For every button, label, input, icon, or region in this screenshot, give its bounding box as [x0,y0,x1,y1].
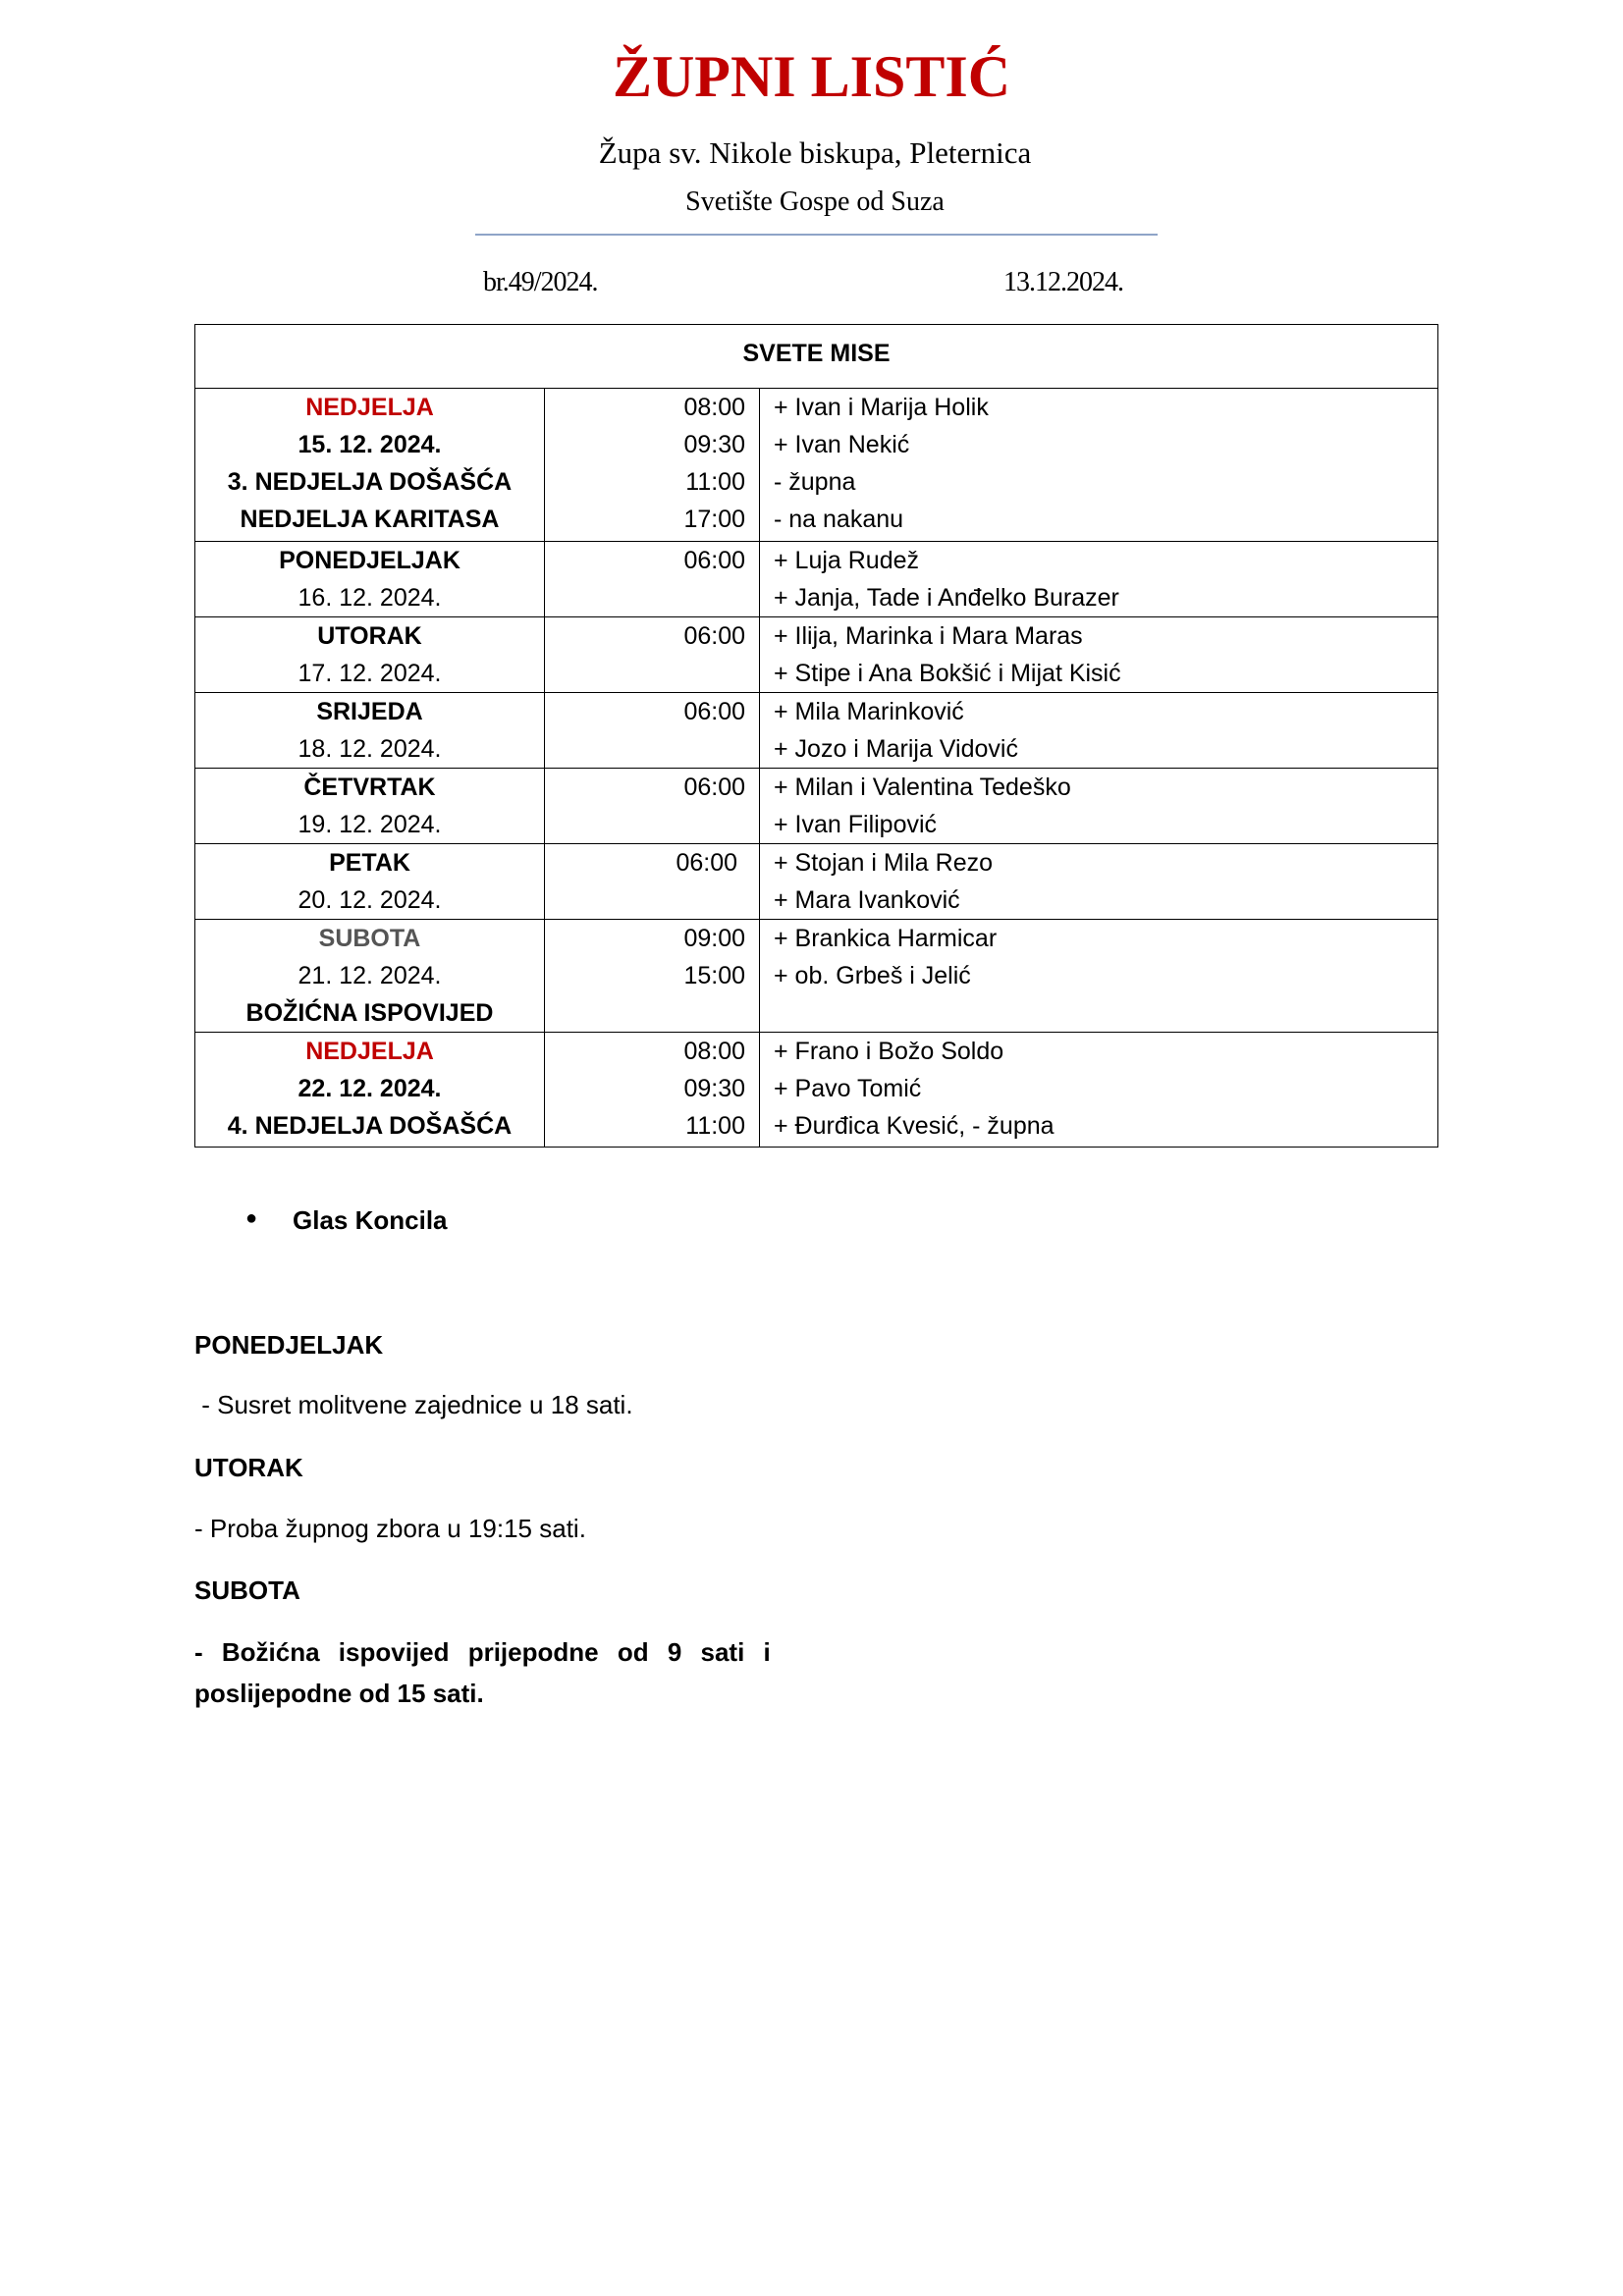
mass-intention: + Pavo Tomić [774,1075,922,1102]
mass-intention: + ob. Grbeš i Jelić [774,962,971,989]
day-name: PONEDJELJAK [279,547,460,574]
announcement-heading: PONEDJELJAK [194,1330,384,1360]
mass-intention: + Mila Marinković [774,698,964,725]
day-cell [195,693,545,769]
day-row [195,693,1438,769]
mass-intention: + Milan i Valentina Tedeško [774,774,1071,801]
mass-time: 08:00 [683,1038,745,1065]
day-date: 17. 12. 2024. [298,660,442,687]
times-cell [545,844,760,920]
intentions-cell [760,769,1438,844]
day-date: 15. 12. 2024. [298,431,442,458]
mass-intention: + Đurđica Kvesić, - župna [774,1112,1055,1140]
times-cell [545,542,760,617]
liturgical-note: 4. NEDJELJA DOŠAŠĆA [227,1112,513,1140]
mass-intention: + Frano i Božo Soldo [774,1038,1004,1065]
day-cell [195,920,545,1033]
day-date: 21. 12. 2024. [298,962,442,989]
day-date: 20. 12. 2024. [298,886,442,914]
mass-time: 11:00 [685,1112,745,1140]
day-cell [195,617,545,693]
mass-time: 06:00 [676,849,737,877]
shrine-name: Svetište Gospe od Suza [685,187,945,217]
table-header-row [195,325,1438,389]
table-heading: SVETE MISE [195,325,1438,389]
header-divider [475,234,1158,236]
mass-time: 15:00 [683,962,745,989]
day-name: SUBOTA [318,925,421,952]
liturgical-note: NEDJELJA KARITASA [240,506,500,533]
times-cell [545,1033,760,1148]
mass-time: 17:00 [683,506,745,533]
intentions-cell [760,920,1438,1033]
bulletin-title: ŽUPNI LISTIĆ [612,44,1011,109]
day-row [195,389,1438,542]
mass-intention: + Brankica Harmicar [774,925,998,952]
parish-name: Župa sv. Nikole biskupa, Pleternica [598,135,1032,170]
mass-intention: + Ilija, Marinka i Mara Maras [774,622,1083,650]
mass-time: 06:00 [683,547,745,574]
day-name: ČETVRTAK [303,774,436,801]
day-row [195,1033,1438,1148]
intentions-cell [760,1033,1438,1148]
day-date: 19. 12. 2024. [298,811,442,838]
mass-intention: + Ivan Filipović [774,811,938,838]
announcement-text: - Proba župnog zbora u 19:15 sati. [194,1514,586,1543]
day-cell [195,769,545,844]
mass-intention: + Mara Ivanković [774,886,960,914]
mass-time: 06:00 [683,774,745,801]
issue-date: 13.12.2024. [1003,267,1123,297]
mass-intention: + Janja, Tade i Anđelko Burazer [774,584,1119,612]
mass-intention: + Jozo i Marija Vidović [774,735,1018,763]
announcement-heading: UTORAK [194,1453,303,1482]
mass-time: 09:30 [683,1075,745,1102]
mass-time: 06:00 [683,622,745,650]
times-cell [545,617,760,693]
intentions-cell [760,542,1438,617]
day-row [195,542,1438,617]
day-name: NEDJELJA [305,394,434,421]
day-name: UTORAK [317,622,422,650]
intentions-cell [760,389,1438,542]
day-cell [195,1033,545,1148]
times-cell [545,389,760,542]
liturgical-note: BOŽIĆNA ISPOVIJED [245,999,494,1027]
mass-intention: + Luja Rudež [774,547,920,574]
day-cell [195,542,545,617]
mass-intention: + Ivan Nekić [774,431,910,458]
day-row [195,617,1438,693]
day-date: 22. 12. 2024. [298,1075,442,1102]
mass-time: 06:00 [683,698,745,725]
day-row [195,769,1438,844]
mass-intention: - župna [774,468,856,496]
mass-intention: + Stojan i Mila Rezo [774,849,994,877]
announcement-heading: SUBOTA [194,1575,300,1605]
liturgical-note: 3. NEDJELJA DOŠAŠĆA [227,468,513,496]
bullet-item: Glas Koncila [293,1205,448,1235]
mass-intention: + Stipe i Ana Bokšić i Mijat Kisić [774,660,1121,687]
announcement-text: - Božićna ispovijed prijepodne od 9 sati i [194,1637,771,1667]
mass-schedule-table [194,324,1438,1148]
issue-number: br.49/2024. [483,267,598,297]
mass-time: 08:00 [683,394,745,421]
times-cell [545,920,760,1033]
mass-time: 09:00 [683,925,745,952]
day-name: PETAK [329,849,410,877]
mass-time: 11:00 [685,468,745,496]
day-row [195,920,1438,1033]
mass-time: 09:30 [683,431,745,458]
announcement-text: - Susret molitvene zajednice u 18 sati. [194,1390,633,1419]
announcement-text-cont: poslijepodne od 15 sati. [194,1679,484,1708]
mass-intention: + Ivan i Marija Holik [774,394,989,421]
mass-intention: - na nakanu [774,506,904,533]
bullet-icon: ● [245,1207,258,1229]
intentions-cell [760,844,1438,920]
times-cell [545,769,760,844]
day-cell [195,844,545,920]
day-date: 16. 12. 2024. [298,584,442,612]
day-name: SRIJEDA [316,698,423,725]
day-cell [195,389,545,542]
times-cell [545,693,760,769]
intentions-cell [760,617,1438,693]
intentions-cell [760,693,1438,769]
day-name: NEDJELJA [305,1038,434,1065]
day-row [195,844,1438,920]
day-date: 18. 12. 2024. [298,735,442,763]
